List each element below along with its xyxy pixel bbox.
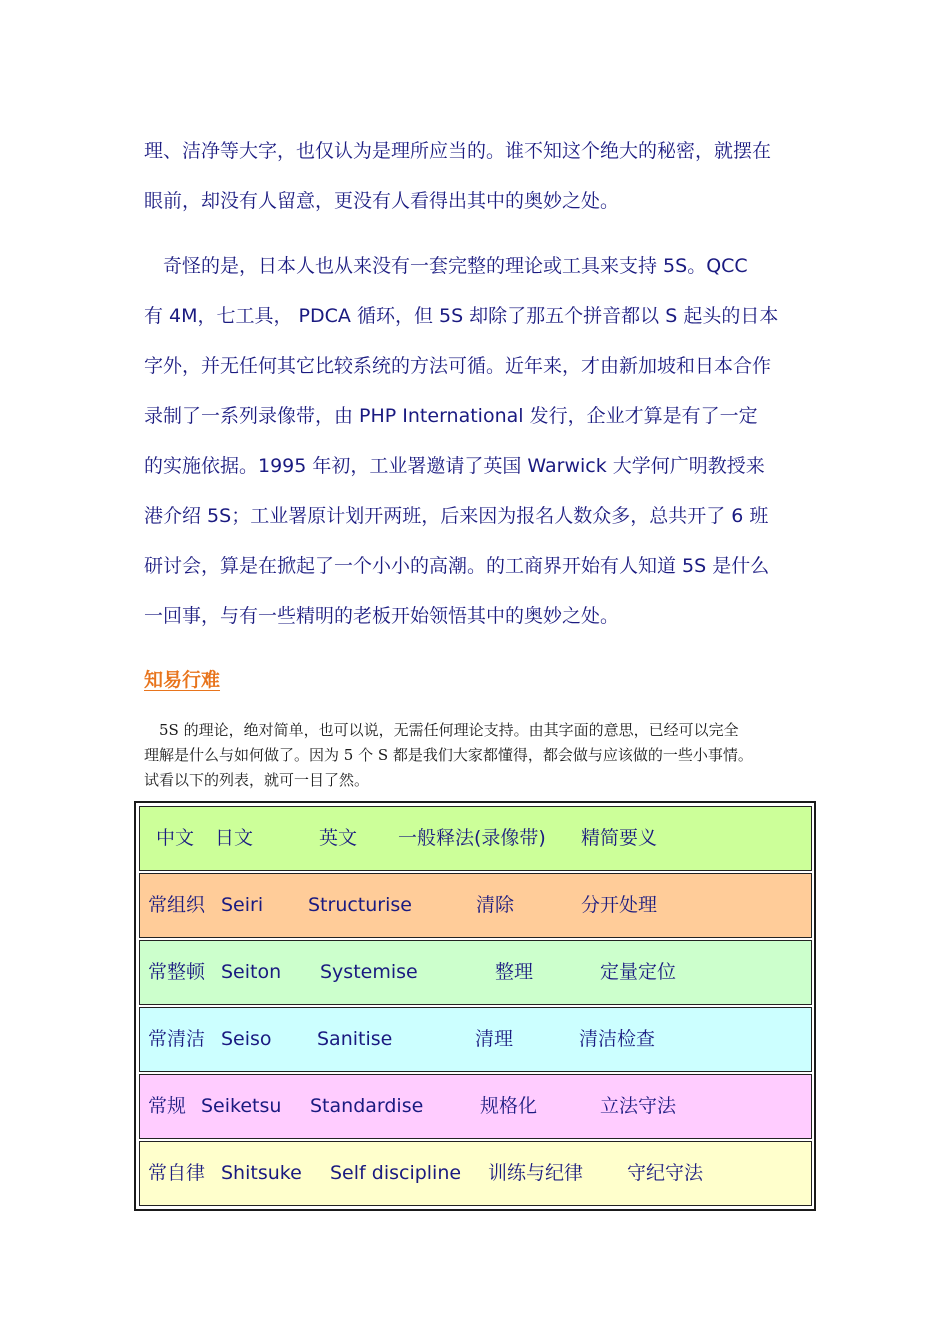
text-line: 一回事，与有一些精明的老板开始领悟其中的奥妙之处。 bbox=[144, 605, 620, 627]
section-heading: 知易行难 bbox=[144, 669, 221, 691]
cell-english: Systemise bbox=[320, 961, 418, 983]
text-line: 港介绍 5S；工业署原计划开两班，后来因为报名人数众多，总共开了 6 班 bbox=[144, 505, 769, 527]
cell-japanese: Seiton bbox=[221, 961, 282, 983]
table-row bbox=[139, 1141, 812, 1206]
header-tape-meaning: 一般释法(录像带) bbox=[398, 827, 546, 849]
table-row bbox=[139, 1074, 812, 1139]
text-line: 5S 的理论，绝对简单，也可以说，无需任何理论支持。由其字面的意思，已经可以完全 bbox=[144, 721, 739, 739]
cell-chinese: 常整顿 bbox=[148, 961, 206, 983]
cell-tape-meaning: 训练与纪律 bbox=[488, 1162, 584, 1184]
text-line: 有 4M，七工具， PDCA 循环，但 5S 却除了那五个拼音都以 S 起头的日本 bbox=[144, 305, 779, 327]
cell-essence: 守纪守法 bbox=[627, 1162, 704, 1184]
table-row bbox=[139, 873, 812, 938]
text-line: 理、洁净等大字，也仅认为是理所应当的。谁不知这个绝大的秘密，就摆在 bbox=[144, 140, 772, 162]
paragraph-2 bbox=[144, 241, 814, 641]
cell-chinese: 常清洁 bbox=[148, 1028, 206, 1050]
cell-english: Self discipline bbox=[330, 1162, 462, 1184]
text-line: 录制了一系列录像带，由 PHP International 发行，企业才算是有了一定 bbox=[144, 405, 758, 427]
table-row bbox=[139, 940, 812, 1005]
cell-essence: 立法守法 bbox=[600, 1095, 677, 1117]
cell-japanese: Seiri bbox=[221, 894, 264, 916]
cell-essence: 定量定位 bbox=[600, 961, 677, 983]
text-line: 眼前，却没有人留意，更没有人看得出其中的奥妙之处。 bbox=[144, 190, 620, 212]
header-essence: 精简要义 bbox=[581, 827, 658, 849]
cell-chinese: 常规 bbox=[148, 1095, 187, 1117]
table-header-row bbox=[139, 806, 812, 871]
cell-essence: 清洁检查 bbox=[579, 1028, 656, 1050]
cell-english: Standardise bbox=[310, 1095, 424, 1117]
cell-chinese: 常自律 bbox=[148, 1162, 206, 1184]
cell-tape-meaning: 规格化 bbox=[480, 1095, 538, 1117]
section-paragraph bbox=[144, 718, 814, 793]
header-english: 英文 bbox=[319, 827, 358, 849]
text-line: 理解是什么与如何做了。因为 5 个 S 都是我们大家都懂得，都会做与应该做的一些小事情。 bbox=[144, 746, 753, 764]
table-row bbox=[139, 1007, 812, 1072]
text-line: 字外，并无任何其它比较系统的方法可循。近年来，才由新加坡和日本合作 bbox=[144, 355, 772, 377]
text-line: 的实施依据。1995 年初，工业署邀请了英国 Warwick 大学何广明教授来 bbox=[144, 455, 765, 477]
cell-tape-meaning: 清理 bbox=[475, 1028, 514, 1050]
cell-tape-meaning: 清除 bbox=[476, 894, 515, 916]
paragraph-1 bbox=[144, 126, 814, 226]
cell-essence: 分开处理 bbox=[581, 894, 658, 916]
cell-japanese: Seiketsu bbox=[201, 1095, 282, 1117]
text-line: 试看以下的列表，就可一目了然。 bbox=[144, 771, 370, 789]
cell-tape-meaning: 整理 bbox=[495, 961, 534, 983]
cell-english: Structurise bbox=[308, 894, 412, 916]
text-line: 研讨会，算是在掀起了一个小小的高潮。的工商界开始有人知道 5S 是什么 bbox=[144, 555, 770, 577]
header-japanese: 日文 bbox=[215, 827, 254, 849]
cell-english: Sanitise bbox=[317, 1028, 393, 1050]
text-line: 奇怪的是，日本人也从来没有一套完整的理论或工具来支持 5S。QCC bbox=[144, 255, 748, 277]
cell-chinese: 常组织 bbox=[148, 894, 206, 916]
cell-japanese: Shitsuke bbox=[221, 1162, 302, 1184]
header-chinese: 中文 bbox=[156, 827, 195, 849]
5s-table bbox=[134, 801, 816, 1211]
cell-japanese: Seiso bbox=[221, 1028, 272, 1050]
